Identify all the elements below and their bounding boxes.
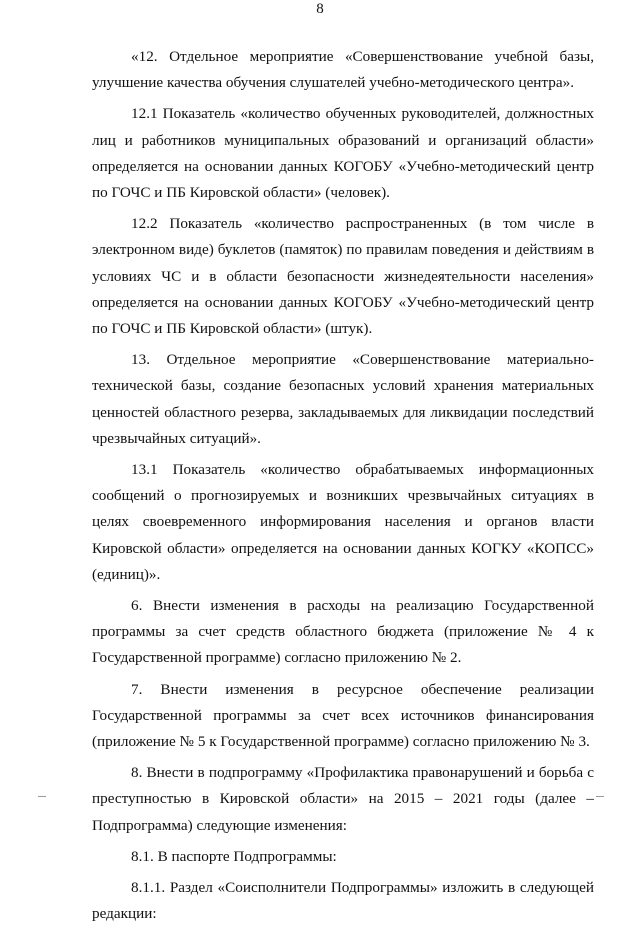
paragraph-13-1: 13.1 Показатель «количество обрабатываемых информационных сообщений о прогнозируемых и возникших чрезвычайных ситуациях в целях своевременного информирования населения и органов власти Кировской области» определяется на основании данных КОГКУ «КОПСС» (единиц)». (92, 461, 594, 583)
paragraph-7: 7. Внести изменения в ресурсное обеспечение реализации Государственной программы за счет всех источников финансирования (приложение № 5 к Государственной программе) согласно приложению № 3. (92, 680, 594, 751)
document-body (92, 44, 594, 933)
paragraph-8-1: 8.1. В паспорте Подпрограммы: (131, 847, 337, 865)
page-number: 8 (316, 1, 324, 17)
paragraph-12-2: 12.2 Показатель «количество распространенных (в том числе в электронном виде) буклетов (памяток) по правилам поведения и действиям в условиях ЧС и в области безопасности жизнедеятельности населения» определяется на основании данных КОГОБУ «Учебно-методический центр по ГОЧС и ПБ Кировской области» (штук). (92, 215, 594, 338)
paragraph-12: «12. Отдельное мероприятие «Совершенствование учебной базы, улучшение качества обучения слушателей учебно-методического центра». (92, 48, 594, 92)
paragraph-6: 6. Внести изменения в расходы на реализацию Государственной программы за счет средств областного бюджета (приложение № 4 к Государственной программе) согласно приложению № 2. (92, 597, 594, 667)
scan-mark-left (38, 796, 46, 797)
paragraph-8: 8. Внести в подпрограмму «Профилактика правонарушений и борьба с преступностью в Кировской области» на 2015 – 2021 годы (далее – Подпрограмма) следующие изменения: (92, 764, 594, 834)
paragraph-8-1-1: 8.1.1. Раздел «Соисполнители Подпрограммы» изложить в следующей редакции: (92, 879, 594, 923)
scan-mark-right (596, 796, 604, 797)
paragraph-13: 13. Отдельное мероприятие «Совершенствование материально-технической базы, создание безопасных условий хранения материальных ценностей областного резерва, закладываемых для ликвидации последствий чрезвычайных ситуаций». (92, 351, 594, 447)
paragraph-12-1: 12.1 Показатель «количество обученных руководителей, должностных лиц и работников муниципальных образований и организаций области» определяется на основании данных КОГОБУ «Учебно-методический центр по ГОЧС и ПБ Кировской области» (человек). (92, 105, 594, 202)
